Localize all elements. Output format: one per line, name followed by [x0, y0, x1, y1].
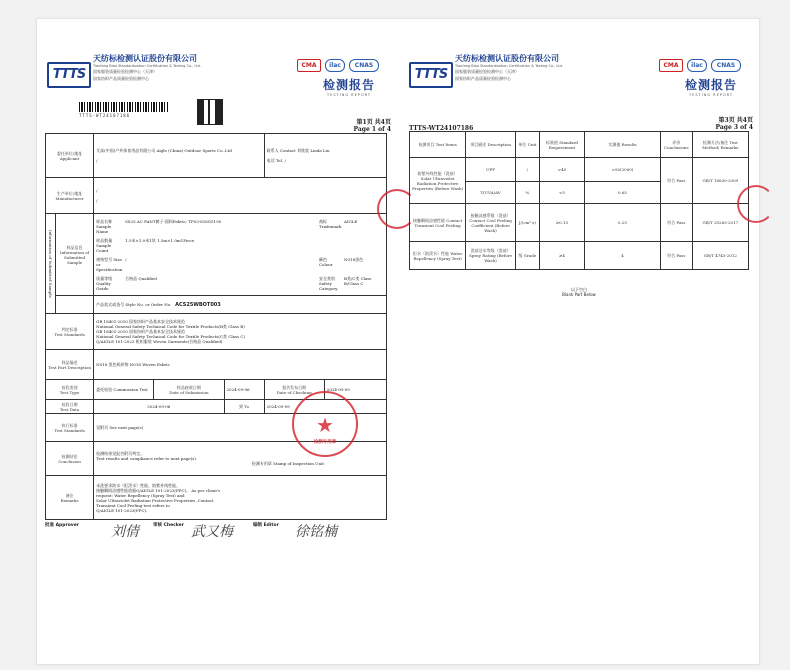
- page-number: 第3页 共4页 Page 3 of 4: [715, 117, 753, 131]
- ilac-mark-icon: ilac: [325, 59, 345, 72]
- report-page-1: [37, 19, 397, 540]
- center-name-1: 国家服装质量检验检测中心（天津）: [93, 69, 157, 74]
- barcode: [79, 102, 169, 112]
- test-date-to-label: 到 To: [224, 400, 264, 414]
- company-info: [93, 53, 273, 82]
- company-info: 天纺标检测认证股份有限公司 Tianfang Biao Standardization Certification & Testing Co., Ltd. 国家服装质量检验检测中心（天津） 国家纺织产品质量检验检测中心: [455, 54, 564, 81]
- table-row: 拒水（防泼水）性能 Water Repellency (Spray Test) 洗前沾水等级（洗前） Spray Rating (Before Wash) 级 Grade ≥4 4 符合 Pass GB/T 4745-2012: [410, 242, 749, 270]
- checker-signature: 武又梅: [191, 524, 233, 540]
- report-title: 检测报告 TESTING REPORT: [322, 78, 375, 97]
- test-results-table: [409, 131, 749, 270]
- cnas-mark-icon: CNAS: [711, 59, 741, 72]
- company-name: 天纺标检测认证股份有限公司: [93, 54, 197, 63]
- table-row: 防紫外线性能（洗前） Solar Ultraviolet Radiation Protective Properties (Before Wash) UPF / >40 >50(2000) 符合 Pass GB/T 18830-2009: [410, 158, 749, 182]
- style-number: 产品款式或货号 Style No. or Order No. ACS25WBOT003: [94, 296, 387, 314]
- accreditation-marks: [659, 59, 741, 72]
- remarks-label: 备注 Remarks: [46, 476, 94, 520]
- exec-standard-value: 见附页 See next page(s): [94, 414, 387, 442]
- report-page-3: [399, 19, 759, 297]
- checking-date: 2024-09-09: [324, 380, 386, 400]
- qr-code-icon: [197, 99, 223, 125]
- conclusion-value: 检测结果见报告附页判定。 Test results and compliance refer to next page(s). 检测专用章 Stamp of Inspection Unit: [94, 442, 387, 476]
- applicant-value: 艾高(中国)户外体育用品有限公司 Aigle (China) Outdoor Sports Co.,Ltd /: [94, 134, 264, 178]
- exec-standard-label: 执行标准 Test Standards: [46, 414, 94, 442]
- accreditation-marks: [297, 59, 379, 72]
- manufacturer-value: / /: [94, 178, 387, 214]
- applicant-label: 委托单位/地址 Applicant: [46, 134, 94, 178]
- table-header-row: 检测项目 Test Items 项目描述 Description 单位 Unit 标准值 Standard Requirement 实测值 Results 评价 Conclusions 检测方法/备注 Test Method/ Remarks: [410, 132, 749, 158]
- manufacturer-label: 生产单位/地址 Manufacturer: [46, 178, 94, 214]
- test-date-label: 检验日期 Test Data: [46, 400, 94, 414]
- report-title: 检测报告 TESTING REPORT: [684, 78, 737, 97]
- test-date-to: 2024-09-09: [264, 400, 386, 414]
- test-type-value: 委托检验 Commission Test: [94, 380, 154, 400]
- edge-stamp-icon: [737, 185, 775, 223]
- company-logo: TTTS: [409, 62, 453, 88]
- test-date-from: 2024-09-06: [94, 400, 224, 414]
- company-logo: TTTS: [47, 62, 91, 88]
- remarks-value: 未洗要求防水（拒泼水）性能、防紫外线性能、 接触瞬间凉感性能依据Q/AIGLE 101-2023(FPC)。 As per client's request: Water Repellency (Spray Test) and Solar Ultraviolet Radiation Protective Properties ,Contact Transient Cool Feeling test refers to Q/AIGLE 101-2023(FPC).: [94, 476, 387, 520]
- standards-value: GB 18401-2010 国家纺织产品基本安全技术规范 National General Safety Technical Code for Textile Products(B类 Class B) GB 18401-2010 国家纺织产品基本安全技术规范 National General Safety Technical Code for Textile Products(C类 Class C) Q/AIGLE 101-2023 机织服装 Woven Garments(合格品 Qualified): [94, 314, 387, 350]
- approver-signature: 刘倩: [111, 524, 139, 540]
- sample-info-label: 样品信息 Information of Submitted Sample: [56, 214, 94, 296]
- inspection-stamp-icon: ★ 检测专用章: [292, 391, 358, 457]
- editor-signature: 徐铭楠: [295, 524, 337, 540]
- submission-date: 2024-09-06: [224, 380, 264, 400]
- approver-label: 批准 Approver: [45, 523, 80, 528]
- checking-date-label: 报告发布日期 Date of Checking: [264, 380, 324, 400]
- checker-label: 审核 Checker: [153, 523, 184, 528]
- cnas-mark-icon: CNAS: [349, 59, 379, 72]
- table-row: T(UVA)AV % <5 0.65: [410, 182, 749, 204]
- signature-row: [45, 521, 390, 541]
- test-type-label: 检验类别 Test Type: [46, 380, 94, 400]
- barcode-number: TTTS-WT24107186: [79, 113, 131, 118]
- report-number: TTTS-WT24107186: [409, 125, 474, 132]
- sample-side-label: Information of Submitted Sample: [46, 214, 56, 314]
- report-info-table: [45, 133, 387, 520]
- conclusion-label: 检测结论 Conclusion: [46, 442, 94, 476]
- blank-below-note: 以下空白 Blank Part Below: [562, 287, 596, 297]
- page-number: 第1页 共4页 Page 1 of 4: [353, 119, 391, 133]
- cma-mark-icon: CMA: [297, 59, 321, 72]
- table-row: 接触瞬间凉感性能 Contact Transient Cool Feeling 接触凉感系数（洗前） Contact Cool Feeling Coefficient (Before Wash) J/(cm²·s) ≥0.15 0.25 符合 Pass GB/T 35263-2017: [410, 204, 749, 242]
- page-header: [37, 19, 397, 99]
- description-label: 样品描述 Test Part Description: [46, 350, 94, 380]
- ilac-mark-icon: ilac: [687, 59, 707, 72]
- center-name-2: 国家纺织产品质量检验检测中心: [93, 76, 149, 81]
- applicant-contact: 联系人 Contact 刘欣欣 Linda Liu 电话 Tel. /: [264, 134, 386, 178]
- standards-label: 判定标准 Test Standards: [46, 314, 94, 350]
- cma-mark-icon: CMA: [659, 59, 683, 72]
- company-name-en: Tianfang Biao Standardization Certification & Testing Co., Ltd.: [93, 64, 202, 68]
- editor-label: 编制 Editor: [253, 523, 279, 528]
- submission-date-label: 样品接收日期 Date of Submission: [154, 380, 224, 400]
- document-viewer: [36, 18, 760, 665]
- page-header: [399, 19, 759, 99]
- description-value: N018 黑色机织物 N018 Woven Fabric: [94, 350, 387, 380]
- sample-info-block: 样品名称 Sample Name SS25 AC PANT裤子-面料Fabric: TP03-816G5190 商标 Trademark AIGLE 样品数量 Sample Count 1.5米×1.0米1块 1.5m×1.0m1Piece 规格型号 Size or Specification / 颜色 Colour N018黑色 质量等级 Quality Grade 合格品 Qualified 安全类别 Safety Category B类/C类 Class B/Class C: [94, 214, 387, 296]
